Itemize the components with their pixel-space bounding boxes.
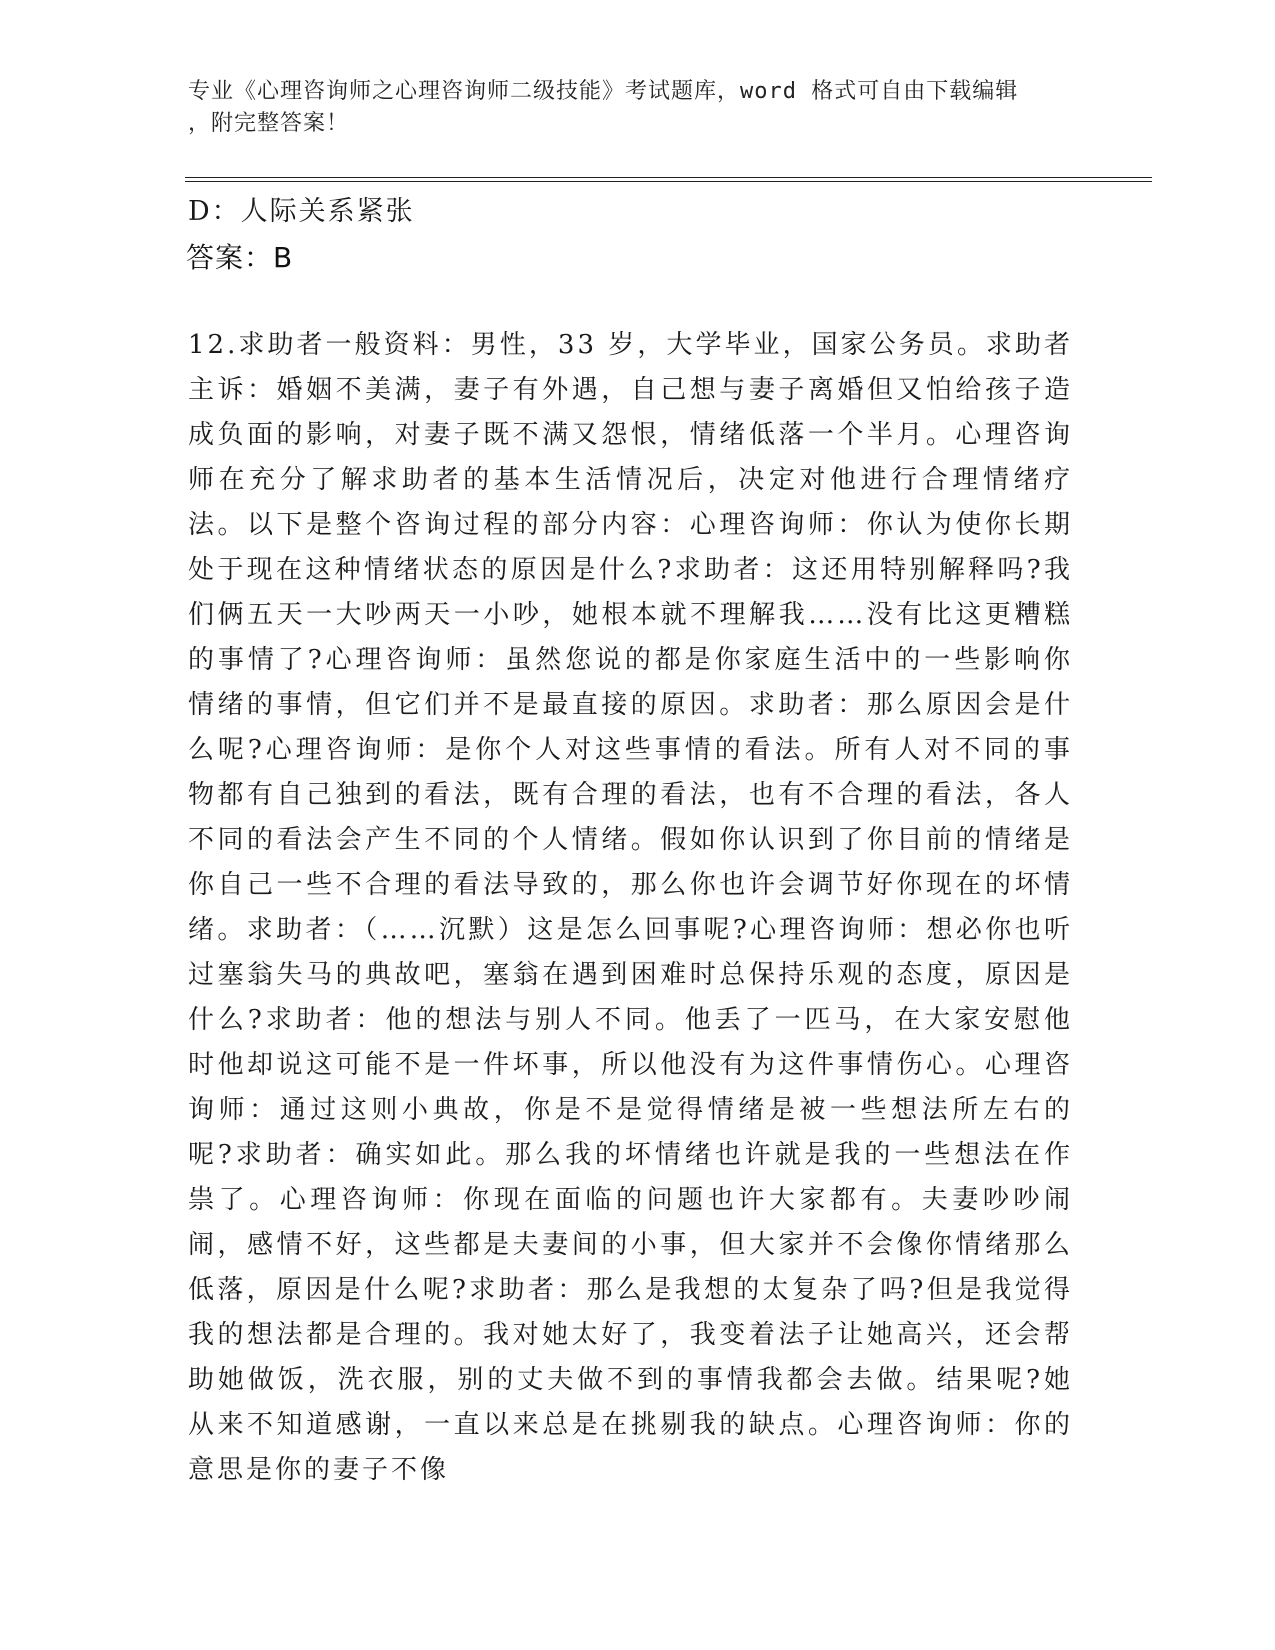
question-12-text: 12.求助者一般资料：男性，33 岁，大学毕业，国家公务员。求助者主诉：婚姻不美满，妻子有外遇，自己想与妻子离婚但又怕给孩子造成负面的影响，对妻子既不满又怨恨，情绪低落一个半月。心理咨询师在充分了解求助者的基本生活情况后，决定对他进行合理情绪疗法。以下是整个咨询过程的部分内容：心理咨询师：你认为使你长期处于现在这种情绪状态的原因是什么?求助者：这还用特别解释吗?我们俩五天一大吵两天一小吵，她根本就不理解我……没有比这更糟糕的事情了?心理咨询师：虽然您说的都是你家庭生活中的一些影响你情绪的事情，但它们并不是最直接的原因。求助者：那么原因会是什么呢?心理咨询师：是你个人对这些事情的看法。所有人对不同的事物都有自己独到的看法，既有合理的看法，也有不合理的看法，各人不同的看法会产生不同的个人情绪。假如你认识到了你目前的情绪是你自己一些不合理的看法导致的，那么你也许会调节好你现在的坏情绪。求助者：（……沉默）这是怎么回事呢?心理咨询师：想必你也听过塞翁失马的典故吧，塞翁在遇到困难时总保持乐观的态度，原因是什么?求助者：他的想法与别人不同。他丢了一匹马，在大家安慰他时他却说这可能不是一件坏事，所以他没有为这件事情伤心。心理咨询师：通过这则小典故，你是不是觉得情绪是被一些想法所左右的呢?求助者：确实如此。那么我的坏情绪也许就是我的一些想法在作祟了。心理咨询师：你现在面临的问题也许大家都有。夫妻吵吵闹闹，感情不好，这些都是夫妻间的小事，但大家并不会像你情绪那么低落，原因是什么呢?求助者：那么是我想的太复杂了吗?但是我觉得我的想法都是合理的。我对她太好了，我变着法子让她高兴，还会帮助她做饭，洗衣服，别的丈夫做不到的事情我都会去做。结果呢?她从来不知道感谢，一直以来总是在挑剔我的缺点。心理咨询师：你的意思是你的妻子不像 [188,330,1073,1485]
document-header: 专业《心理咨询师之心理咨询师二级技能》考试题库，word 格式可自由下载编辑 ，附完整答案！ [188,79,1019,136]
answer-line: 答案：B [186,241,294,274]
option-d: D：人际关系紧张 [188,196,415,227]
header-divider [185,177,1152,182]
